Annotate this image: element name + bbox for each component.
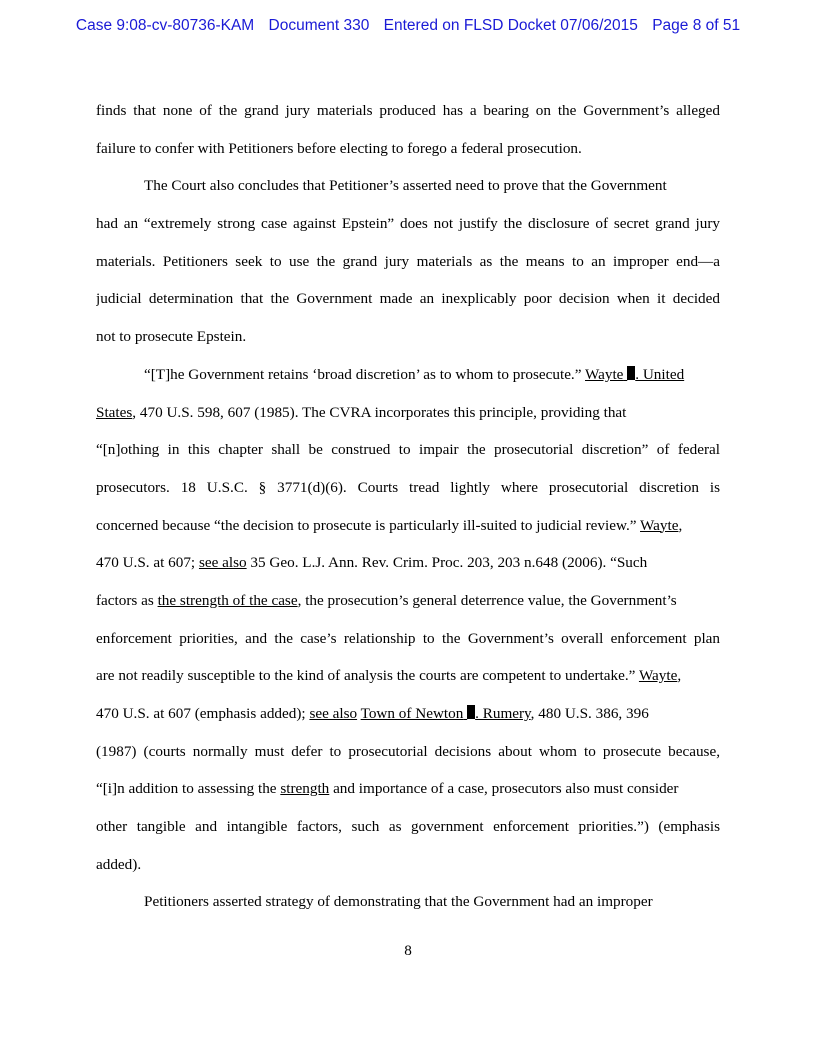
text-line: other tangible and intangible factors, such as government enforcement priorities.”) (emphasis	[96, 818, 720, 836]
emphasized-text: the strength of the case	[157, 591, 298, 609]
text-line: “[i]n addition to assessing the strength and importance of a case, prosecutors also must consider	[96, 780, 679, 798]
text-line: had an “extremely strong case against Epstein” does not justify the disclosure of secret grand jury	[96, 215, 720, 233]
text-line: The Court also concludes that Petitioner’s asserted need to prove that the Government	[144, 177, 667, 195]
text-line: judicial determination that the Government made an inexplicably poor decision when it decided	[96, 290, 720, 308]
text-line: finds that none of the grand jury materials produced has a bearing on the Government’s alleged	[96, 102, 720, 119]
emphasized-text: strength	[280, 780, 330, 798]
text-line: enforcement priorities, and the case’s relationship to the Government’s overall enforcement plan	[96, 629, 720, 647]
text-line: not to prosecute Epstein.	[96, 328, 247, 346]
text-line: concerned because “the decision to prosecute is particularly ill-suited to judicial review.” Wayte,	[96, 516, 683, 534]
page-number: 8	[404, 942, 412, 959]
redaction-mark	[467, 705, 475, 719]
signal-see-also: see also	[198, 554, 247, 572]
text-line: materials. Petitioners seek to use the grand jury materials as the means to an improper end—a	[96, 252, 720, 270]
case-citation: Wayte . United	[585, 365, 685, 383]
text-line: “[n]othing in this chapter shall be construed to impair the prosecutorial discretion” of federal	[96, 441, 720, 459]
text-line: factors as the strength of the case, the prosecution’s general deterrence value, the Government’s	[96, 591, 677, 609]
text-line: (1987) (courts normally must defer to prosecutorial decisions about whom to prosecute because,	[96, 742, 720, 760]
text-line: 470 U.S. at 607 (emphasis added); see also Town of Newton . Rumery, 480 U.S. 386, 396	[96, 705, 649, 722]
page-of-total: Page 8 of 51	[652, 17, 741, 34]
docket-entry: Entered on FLSD Docket 07/06/2015	[383, 17, 638, 34]
case-number: Case 9:08-cv-80736-KAM	[75, 17, 255, 34]
text-line: failure to confer with Petitioners before electing to forego a federal prosecution.	[96, 139, 582, 157]
document-body	[96, 92, 720, 921]
case-citation: Town of Newton . Rumery	[360, 705, 531, 722]
text-line: added).	[96, 855, 142, 873]
signal-see-also: see also	[309, 705, 358, 722]
docket-header	[0, 17, 816, 35]
text-line: 470 U.S. at 607; see also 35 Geo. L.J. Ann. Rev. Crim. Proc. 203, 203 n.648 (2006). “Such	[96, 554, 648, 572]
text-line: States, 470 U.S. 598, 607 (1985). The CVRA incorporates this principle, providing that	[96, 403, 627, 421]
text-line	[96, 356, 720, 394]
case-citation: Wayte	[638, 667, 678, 685]
case-citation: Wayte	[640, 516, 679, 534]
document-number: Document 330	[268, 17, 370, 34]
text-line: are not readily susceptible to the kind of analysis the courts are competent to undertake.” Wayte,	[96, 667, 682, 685]
text-line: prosecutors. 18 U.S.C. § 3771(d)(6). Courts tread lightly where prosecutorial discretion is	[96, 478, 720, 496]
text-line: Petitioners asserted strategy of demonstrating that the Government had an improper	[144, 893, 653, 911]
case-citation: States	[96, 403, 133, 421]
quote-text: “[T]he Government retains ‘broad discretion’ as to whom to prosecute.”	[144, 365, 582, 383]
